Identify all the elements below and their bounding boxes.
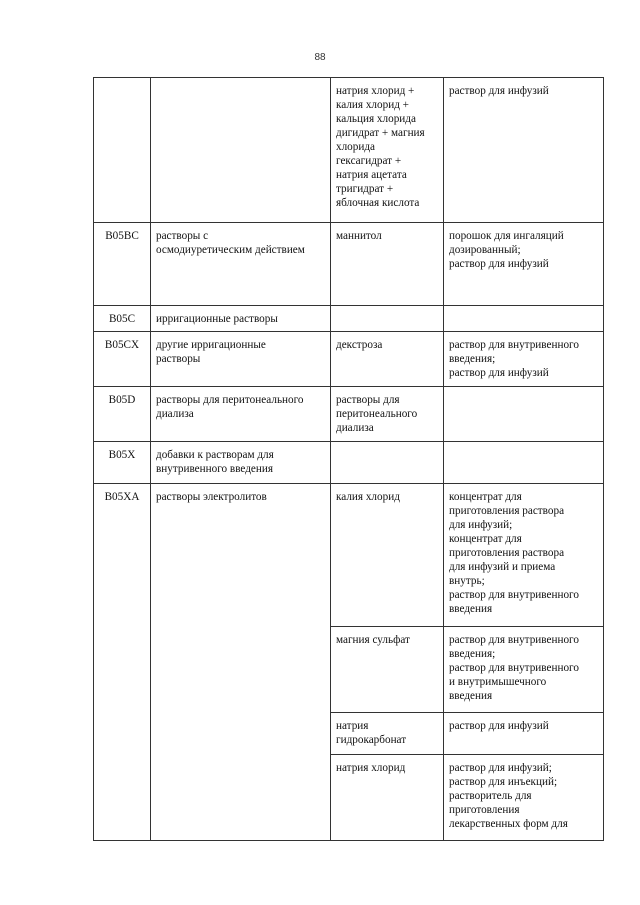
drug-table — [93, 77, 604, 841]
table-row — [94, 442, 604, 484]
dosage-form-cell: раствор для инфузий; раствор для инъекций; растворитель для приготовления лекарственных форм для — [444, 755, 604, 841]
table-row — [94, 332, 604, 387]
group-name-cell: другие ирригационные растворы — [151, 332, 331, 387]
table-row — [94, 387, 604, 442]
table-row — [94, 306, 604, 332]
dosage-form-cell — [444, 442, 604, 484]
atc-code-cell: B05D — [94, 387, 151, 442]
dosage-form-cell — [444, 387, 604, 442]
substance-cell: маннитол — [331, 223, 444, 306]
dosage-form-cell: раствор для инфузий — [444, 713, 604, 755]
substance-cell: декстроза — [331, 332, 444, 387]
atc-code-cell: B05BC — [94, 223, 151, 306]
group-name-cell: ирригационные растворы — [151, 306, 331, 332]
dosage-form-cell — [444, 306, 604, 332]
dosage-form-cell: порошок для ингаляций дозированный; раствор для инфузий — [444, 223, 604, 306]
dosage-form-cell: раствор для внутривенного введения; раствор для внутривенного и внутримышечного введения — [444, 627, 604, 713]
substance-cell: растворы для перитонеального диализа — [331, 387, 444, 442]
table-row — [94, 78, 604, 223]
substance-cell: натрия хлорид + калия хлорид + кальция хлорида дигидрат + магния хлорида гексагидрат + натрия ацетата тригидрат + яблочная кислота — [331, 78, 444, 223]
dosage-form-cell: раствор для внутривенного введения; раствор для инфузий — [444, 332, 604, 387]
substance-cell — [331, 442, 444, 484]
atc-code-cell — [94, 78, 151, 223]
dosage-form-cell: концентрат для приготовления раствора для инфузий; концентрат для приготовления раствора для инфузий и приема внутрь; раствор для внутривенного введения — [444, 484, 604, 627]
substance-cell: калия хлорид — [331, 484, 444, 627]
substance-cell: магния сульфат — [331, 627, 444, 713]
substance-cell — [331, 306, 444, 332]
table-row — [94, 223, 604, 306]
substance-cell: натрия хлорид — [331, 755, 444, 841]
group-name-cell — [151, 78, 331, 223]
group-name-cell: растворы с осмодиуретическим действием — [151, 223, 331, 306]
atc-code-cell: B05CX — [94, 332, 151, 387]
atc-code-cell: B05C — [94, 306, 151, 332]
table-row — [94, 484, 604, 627]
atc-code-cell: B05X — [94, 442, 151, 484]
group-name-cell: добавки к растворам для внутривенного введения — [151, 442, 331, 484]
substance-cell: натрия гидрокарбонат — [331, 713, 444, 755]
page-number: 88 — [314, 52, 326, 63]
group-name-cell: растворы для перитонеального диализа — [151, 387, 331, 442]
atc-code-cell: B05XA — [94, 484, 151, 841]
group-name-cell: растворы электролитов — [151, 484, 331, 841]
dosage-form-cell: раствор для инфузий — [444, 78, 604, 223]
